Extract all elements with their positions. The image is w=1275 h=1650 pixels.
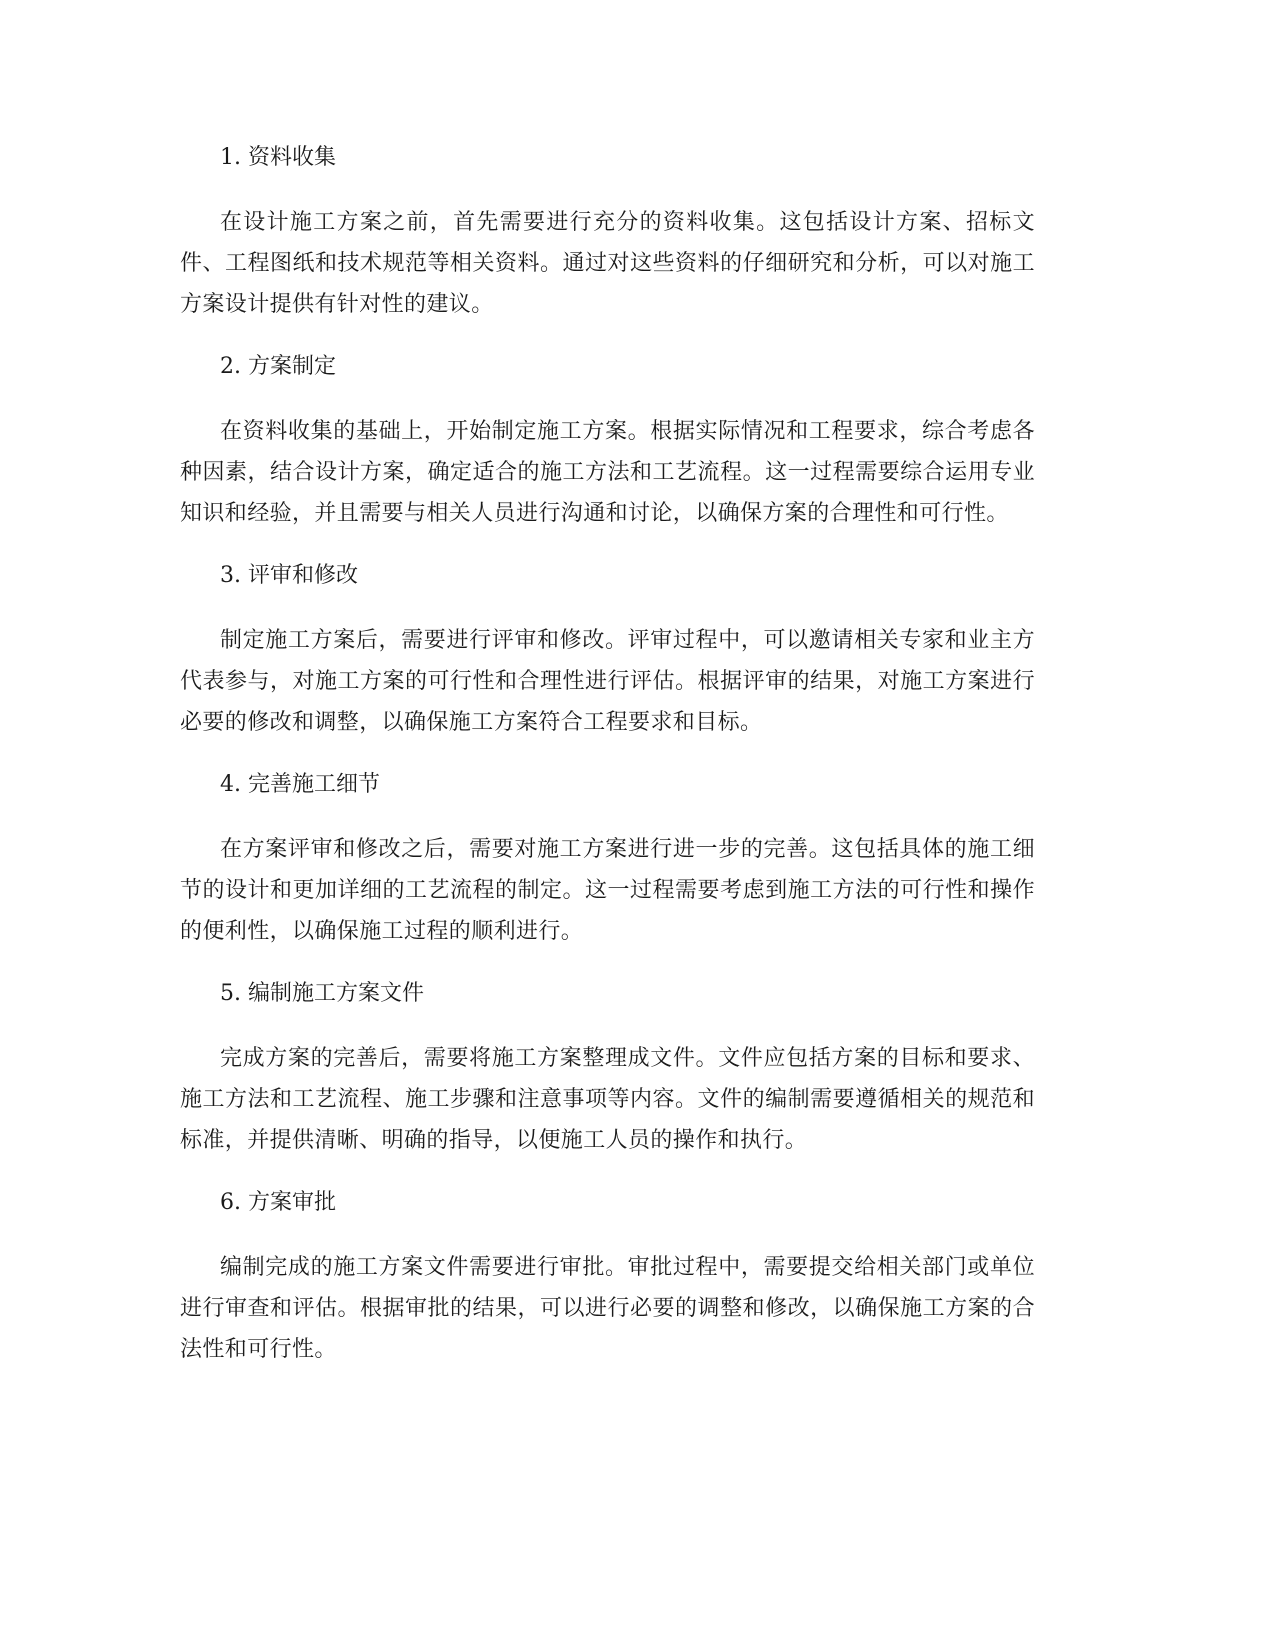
section-heading-1: 1. 资料收集 (220, 145, 336, 170)
section-paragraph-2: 在资料收集的基础上，开始制定施工方案。根据实际情况和工程要求，综合考虑各种因素，结合设计方案，确定适合的施工方法和工艺流程。这一过程需要综合运用专业知识和经验，并且需要与相关人员进行沟通和讨论，以确保方案的合理性和可行性。 (180, 419, 1035, 526)
section-paragraph-6: 编制完成的施工方案文件需要进行审批。审批过程中，需要提交给相关部门或单位进行审查和评估。根据审批的结果，可以进行必要的调整和修改，以确保施工方案的合法性和可行性。 (180, 1255, 1035, 1362)
section-paragraph-3: 制定施工方案后，需要进行评审和修改。评审过程中，可以邀请相关专家和业主方代表参与，对施工方案的可行性和合理性进行评估。根据评审的结果，对施工方案进行必要的修改和调整，以确保施工方案符合工程要求和目标。 (180, 628, 1035, 735)
section-paragraph-1: 在设计施工方案之前，首先需要进行充分的资料收集。这包括设计方案、招标文件、工程图纸和技术规范等相关资料。通过对这些资料的仔细研究和分析，可以对施工方案设计提供有针对性的建议。 (180, 210, 1035, 317)
section-heading-3: 3. 评审和修改 (220, 563, 358, 588)
section-heading-6: 6. 方案审批 (220, 1190, 336, 1215)
section-heading-4: 4. 完善施工细节 (220, 772, 380, 797)
document-body (180, 138, 1035, 1370)
section-heading-5: 5. 编制施工方案文件 (220, 981, 424, 1006)
section-paragraph-5: 完成方案的完善后，需要将施工方案整理成文件。文件应包括方案的目标和要求、施工方法和工艺流程、施工步骤和注意事项等内容。文件的编制需要遵循相关的规范和标准，并提供清晰、明确的指导，以便施工人员的操作和执行。 (180, 1046, 1035, 1153)
section-heading-2: 2. 方案制定 (220, 354, 336, 379)
section-paragraph-4: 在方案评审和修改之后，需要对施工方案进行进一步的完善。这包括具体的施工细节的设计和更加详细的工艺流程的制定。这一过程需要考虑到施工方法的可行性和操作的便利性，以确保施工过程的顺利进行。 (180, 837, 1035, 944)
